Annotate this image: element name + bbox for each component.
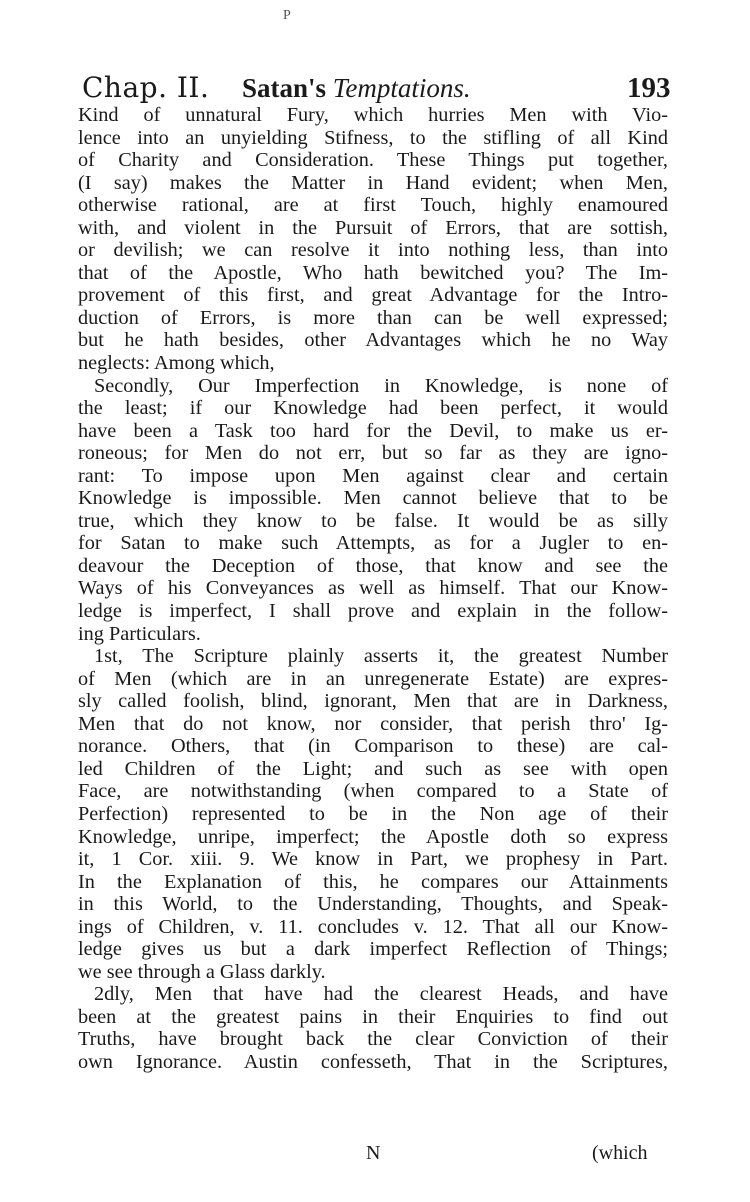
text-line: Kind of unnatural Fury, which hurries Men with Vio- (78, 104, 668, 126)
text-line: led Children of the Light; and such as see with open (78, 757, 668, 780)
text-line: ing Particulars. (78, 622, 201, 645)
text-line: Knowledge is impossible. Men cannot believe that to be (78, 487, 668, 510)
signature-mark: N (366, 1142, 381, 1164)
text-line: Knowledge, unripe, imperfect; the Apostle doth so express (78, 825, 668, 848)
text-line: Men that do not know, nor consider, that perish thro' Ig- (78, 712, 668, 735)
body-text (78, 104, 668, 1074)
text-line: but he hath besides, other Advantages which he no Way (78, 329, 668, 352)
text-line: the least; if our Knowledge had been perfect, it would (78, 397, 668, 420)
text-line: Secondly, Our Imperfection in Knowledge, is none of (94, 374, 668, 397)
running-title-italic: Temptations. (332, 73, 471, 103)
text-line: of Men (which are in an unregenerate Estate) are expres- (78, 667, 668, 690)
text-line: in this World, to the Understanding, Thoughts, and Speak- (78, 893, 668, 916)
text-line: sly called foolish, blind, ignorant, Men that are in Darkness, (78, 690, 668, 713)
catchword: (which (592, 1142, 648, 1164)
text-line: have been a Task too hard for the Devil, to make us er- (78, 419, 668, 442)
text-line: In the Explanation of this, he compares our Attainments (78, 870, 668, 893)
stray-mark: P (283, 8, 291, 23)
text-line: ings of Children, v. 11. concludes v. 12. That all our Know- (78, 915, 668, 938)
text-line: with, and violent in the Pursuit of Errors, that are sottish, (78, 216, 668, 239)
text-line: Truths, have brought back the clear Conviction of their (78, 1028, 668, 1051)
text-line: (I say) makes the Matter in Hand evident; when Men, (78, 171, 668, 194)
text-line: provement of this first, and great Advantage for the Intro- (78, 284, 668, 307)
text-line: duction of Errors, is more than can be well expressed; (78, 306, 668, 329)
text-line: it, 1 Cor. xiii. 9. We know in Part, we prophesy in Part. (78, 848, 668, 871)
running-title (242, 70, 471, 106)
text-line: ledge is imperfect, I shall prove and explain in the follow- (78, 600, 668, 623)
text-line: lence into an unyielding Stifness, to the stifling of all Kind (78, 126, 668, 149)
page-number: 193 (627, 72, 671, 104)
text-line: own Ignorance. Austin confesseth, That in the Scriptures, (78, 1050, 668, 1073)
text-line: neglects: Among which, (78, 352, 275, 375)
text-line: 1st, The Scripture plainly asserts it, the greatest Number (94, 645, 668, 668)
text-line: Face, are notwithstanding (when compared to a State of (78, 780, 668, 803)
text-line: ledge gives us but a dark imperfect Reflection of Things; (78, 938, 668, 961)
text-line: been at the greatest pains in their Enquiries to find out (78, 1005, 668, 1028)
text-line: for Satan to make such Attempts, as for a Jugler to en- (78, 532, 668, 555)
text-line: deavour the Deception of those, that know and see the (78, 554, 668, 577)
text-line: we see through a Glass darkly. (78, 960, 326, 983)
page-footer (0, 1140, 750, 1166)
text-line: 2dly, Men that have had the clearest Heads, and have (94, 983, 668, 1006)
text-line: rant: To impose upon Men against clear and certain (78, 464, 668, 487)
text-line: Ways of his Conveyances as well as himself. That our Know- (78, 577, 668, 600)
text-line: or devilish; we can resolve it into nothing less, than into (78, 239, 668, 262)
running-title-blackletter: Satan's (242, 73, 327, 103)
text-line: Perfection) represented to be in the Non age of their (78, 802, 668, 825)
chapter-label: Chap. II. (82, 71, 210, 104)
text-line: of Charity and Consideration. These Things put together, (78, 149, 668, 172)
running-header (82, 70, 682, 106)
text-line: norance. Others, that (in Comparison to these) are cal- (78, 735, 668, 758)
text-line: that of the Apostle, Who hath bewitched you? The Im- (78, 261, 668, 284)
text-line: true, which they know to be false. It would be as silly (78, 509, 668, 532)
text-line: otherwise rational, are at first Touch, highly enamoured (78, 194, 668, 217)
text-line: roneous; for Men do not err, but so far as they are igno- (78, 442, 668, 465)
